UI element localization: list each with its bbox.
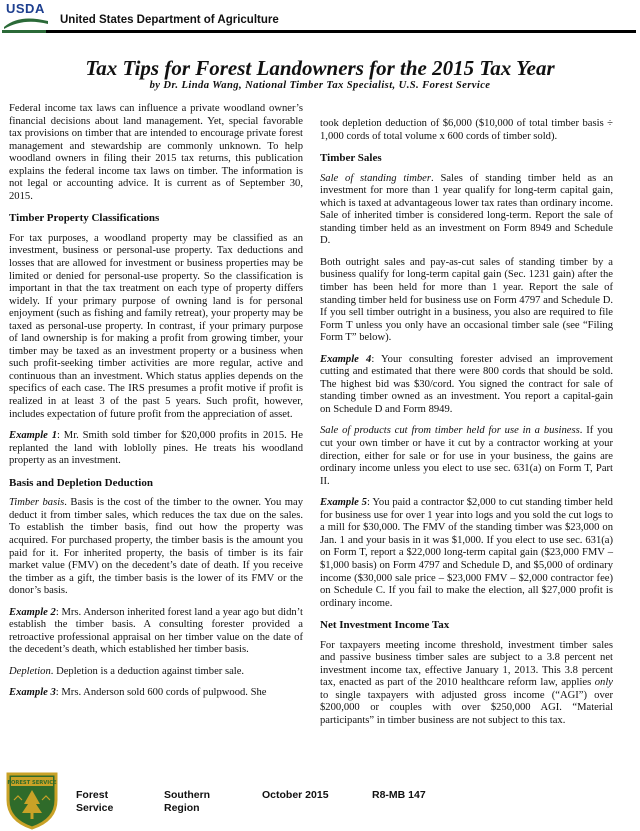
products-paragraph bbox=[320, 425, 613, 488]
footer-agency-line-1: Forest bbox=[76, 789, 109, 801]
shield-text: FOREST SERVICE bbox=[7, 780, 57, 786]
example-2-label: Example 2 bbox=[9, 606, 56, 618]
standing-timber-paragraph bbox=[320, 173, 613, 248]
footer-region-line-2: Region bbox=[164, 802, 200, 814]
basis-label: Timber basis bbox=[9, 497, 65, 509]
footer-publication-id: R8-MB 147 bbox=[372, 789, 426, 801]
example-5-text: : You paid a contractor $2,000 to cut standing timber held for business use for over 1 year into logs and you sold the cut logs to a mill for $30,000. The FMV of the standing timber was $23,000 on Jan. 1 and your basis in it was $1,000. If you elect to use sec. 631(a) on Form T, report a $22,000 long-term capital gain ($23,000 FMV – $1,000 basis) on Form 4797 and Schedule D, and $5,000 of ordinary income ($30,000 sale price – $23,000 FMV – $2,000 contractor fee) on Schedule C. If you fail to make the election, all $27,000 profit is ordinary income. bbox=[320, 497, 613, 609]
example-3-text: : Mrs. Anderson sold 600 cords of pulpwood. She bbox=[55, 687, 267, 699]
example-2-text: : Mrs. Anderson inherited forest land a year ago but didn’t establish the timber basis. A consulting forester provided a retroactive professional appraisal on her timber value on the date of the decedent’s death, which established her timber basis. bbox=[9, 606, 303, 656]
forest-service-shield-icon bbox=[4, 770, 60, 830]
heading-timber-sales: Timber Sales bbox=[320, 152, 382, 165]
products-label: Sale of products cut from timber held for use in a business bbox=[320, 425, 580, 437]
niit-paragraph bbox=[320, 640, 613, 728]
depletion-paragraph bbox=[9, 666, 303, 679]
intro-paragraph: Federal income tax laws can influence a private woodland owner’s financial decisions about land management. Yet, special favorable tax provisions on timber that are intended to encourage private forest management and stewardship are commonly unknown. To help woodland owners in filing their 2015 tax returns, this publication explains the federal income tax laws on timber. The information is not legal or accounting advice. It is current as of September 30, 2015. bbox=[9, 103, 303, 202]
byline: by Dr. Linda Wang, National Timber Tax Specialist, U.S. Forest Service bbox=[149, 80, 491, 91]
example-4-paragraph bbox=[320, 354, 613, 417]
page-header bbox=[0, 0, 640, 36]
right-column bbox=[320, 118, 613, 737]
example-5-paragraph bbox=[320, 497, 613, 610]
depletion-label: Depletion bbox=[9, 665, 51, 677]
page-title: Tax Tips for Forest Landowners for the 2015 Tax Year bbox=[85, 56, 555, 80]
basis-paragraph bbox=[9, 497, 303, 597]
usda-logo bbox=[4, 0, 44, 22]
standing-timber-text: . Sales of standing timber held as an investment for more than 1 year qualify for long-term capital gain, which is taxed at advantageous lower tax rates than ordinary income. Sale of inherited timber is considered long-term. Report the sale of standing timber held as an investment on Form 8949 and Schedule D. bbox=[320, 172, 613, 247]
header-rule-green bbox=[2, 30, 46, 33]
basis-text: . Basis is the cost of the timber to the owner. You may deduct it from timber sales, which reduces the tax due on the sales. To establish the timber basis, find out how the property was acquired. For purchased property, the timber basis is the amount you paid for it. For inherited property, the basis of timber is its fair market value (FMV) on the decedent’s date of death. If you receive the timber as a gift, the timber basis is the lower of its FMV or the donor’s basis. bbox=[9, 497, 303, 597]
example-5-label: Example 5 bbox=[320, 497, 367, 509]
footer-agency bbox=[76, 789, 146, 815]
example-1-label: Example 1 bbox=[9, 430, 57, 442]
standing-timber-label: Sale of standing timber bbox=[320, 172, 432, 184]
niit-text-b: to single taxpayers with adjusted gross income (“AGI”) over $200,000 or couples with over $250,000 AGI. “Material participants” in timber business are not subject to this tax. bbox=[320, 689, 613, 726]
usda-logo-text: USDA bbox=[6, 1, 45, 16]
property-paragraph: For tax purposes, a woodland property may be classified as an investment, business or personal-use property. Tax deductions and losses that are allowed for investment or business properties may be limited or denied for personal-use property. So the classification is important in that the tax treatment on each type of property differs widely. If your primary purpose of owning land is for personal enjoyment (such as fishing and family retreat), your property may be taxed as personal-use property. In contrast, if your primary purpose of land ownership is for making a profit from growing timber, your timber may be taxed as an investment property or a business when such profit-seeking timber activities are more regular, active and continuous than an investment. Which status applies depends on the specifics of each case. The IRS presumes a profit motive if profit is realized in at least 3 of the past 5 years. Such profit, however, includes expectation of future profit from the appreciation of asset. bbox=[9, 232, 303, 420]
example-3-paragraph bbox=[9, 687, 303, 700]
example-1-paragraph bbox=[9, 430, 303, 468]
footer-region bbox=[164, 789, 234, 815]
footer-agency-line-2: Service bbox=[76, 802, 114, 814]
example-3-label: Example 3 bbox=[9, 687, 56, 699]
outright-sales-paragraph: Both outright sales and pay-as-cut sales of standing timber by a business qualify for long-term capital gain (Sec. 1231 gain) after the timber has been held for more than 1 year. Report the sale of standing timber held for business use on Form 4797 and Schedule D. If you sell timber outright in a business, you also are required to file Form T unless you only have an occasional timber sale (see “Filing Form T” below). bbox=[320, 256, 613, 344]
header-rule bbox=[46, 30, 636, 33]
heading-niit: Net Investment Income Tax bbox=[320, 619, 450, 632]
example-4-text: : Your consulting forester advised an improvement cutting and estimated that there were 800 cords that should be sold. The highest bid was $30/cord. You signed the contract for sale of standing timber owned as an investment. You report a capital-gain on Schedule D and Form 8949. bbox=[320, 353, 613, 415]
heading-property-classifications: Timber Property Classifications bbox=[9, 212, 160, 225]
niit-text-a: For taxpayers meeting income threshold, investment timber sales and passive business timber sales are subject to a 3.8 percent net investment income tax, effective January 1, 2013. This 3.8 percent tax, enacted as part of the 2010 healthcare reform law, applies bbox=[320, 639, 613, 689]
footer-region-line-1: Southern bbox=[164, 789, 211, 801]
usda-swoosh-icon bbox=[4, 15, 48, 29]
continued-paragraph: took depletion deduction of $6,000 ($10,000 of total timber basis ÷ 1,000 cords of total volume x 600 cords of timber sold). bbox=[320, 118, 613, 142]
niit-only: only bbox=[594, 677, 613, 689]
example-4-label: Example 4 bbox=[320, 353, 372, 365]
heading-basis-depletion: Basis and Depletion Deduction bbox=[9, 476, 153, 489]
left-column bbox=[9, 103, 303, 709]
page-footer bbox=[0, 768, 640, 831]
footer-date: October 2015 bbox=[262, 789, 329, 801]
products-text: . If you cut your own timber or have it cut by a contractor working at your direction, either for sale or for use in your business, the gains are ordinary income unless you elect to use sec. 631(a) on Form T, Part II. bbox=[320, 425, 613, 487]
example-1-text: : Mr. Smith sold timber for $20,000 profits in 2015. He replanted the land with loblolly pines. He treats his woodland property as an investment. bbox=[9, 430, 303, 467]
example-2-paragraph bbox=[9, 607, 303, 657]
department-name: United States Department of Agriculture bbox=[60, 14, 279, 26]
depletion-text: . Depletion is a deduction against timber sale. bbox=[50, 665, 245, 677]
